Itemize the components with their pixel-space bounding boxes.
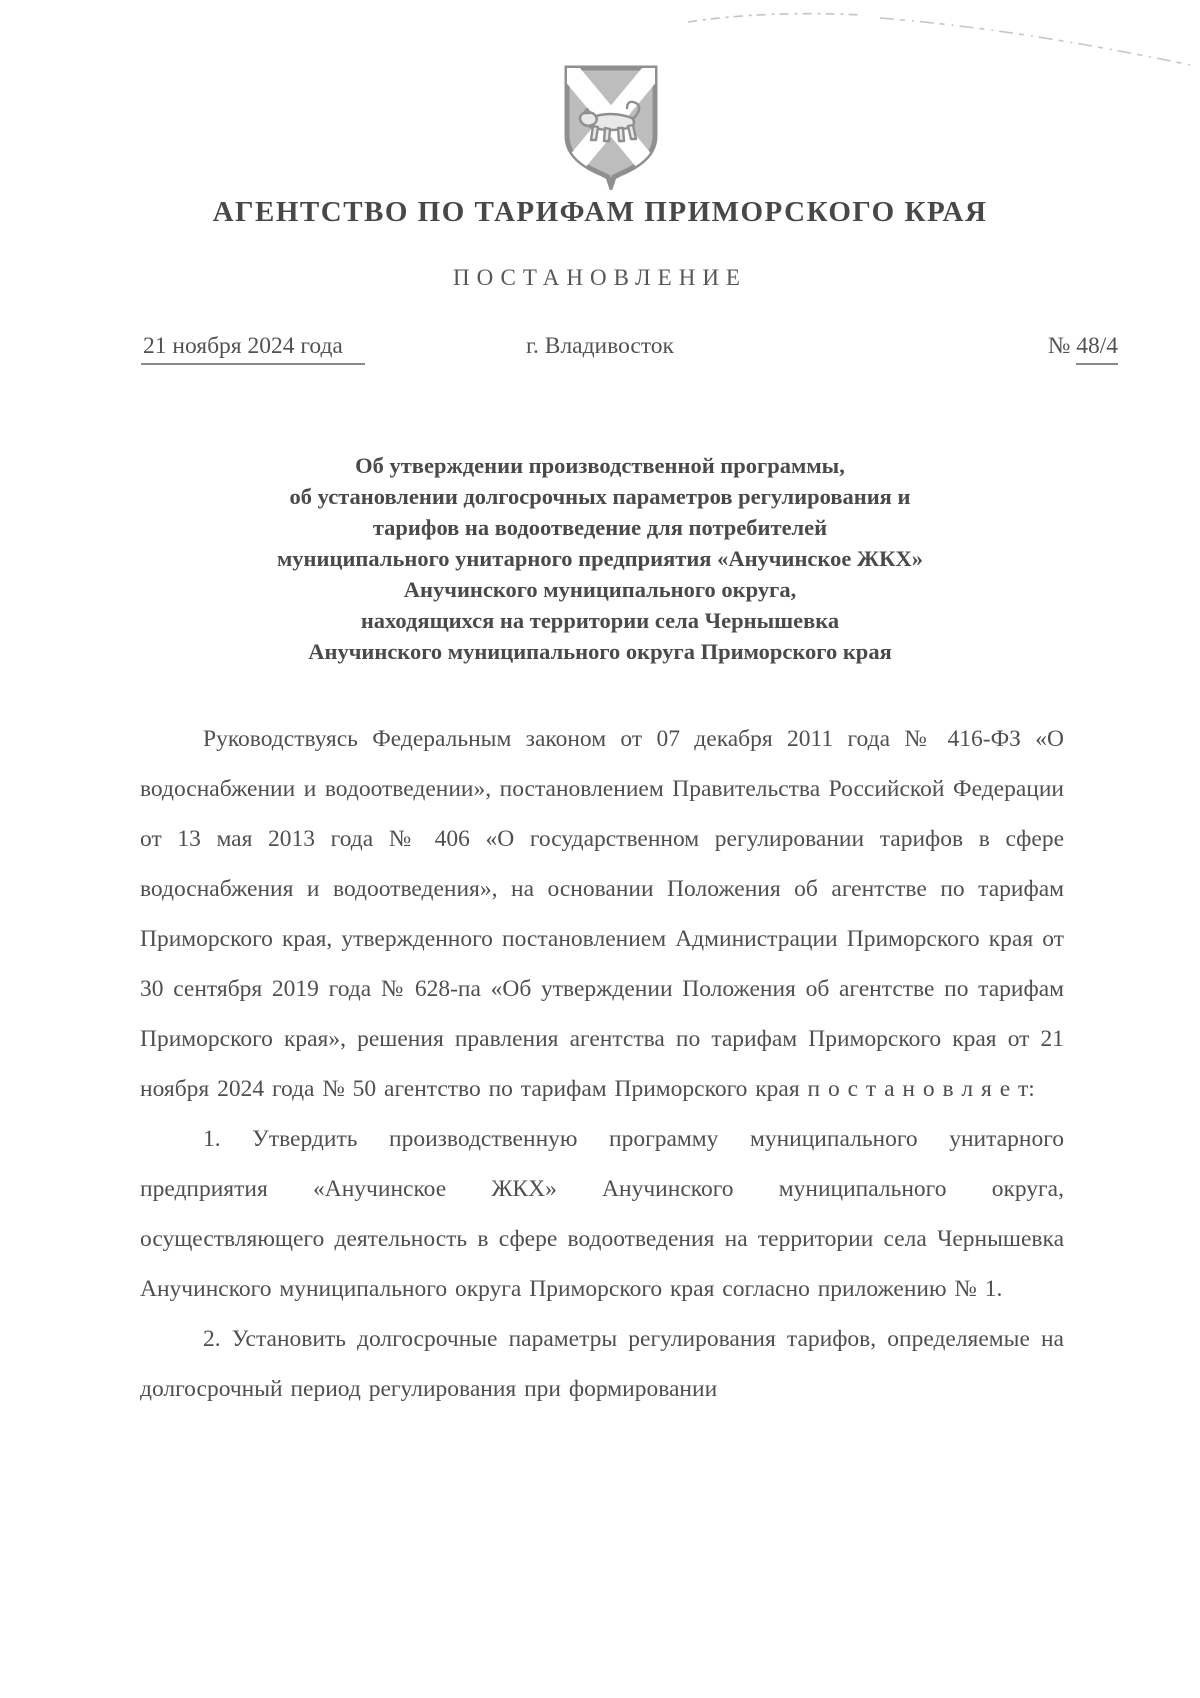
agency-name: АГЕНТСТВО ПО ТАРИФАМ ПРИМОРСКОГО КРАЯ xyxy=(212,196,988,228)
primorsky-krai-coat-of-arms-icon xyxy=(560,62,662,190)
document-number-label: № xyxy=(1047,333,1071,359)
document-title-line: Анучинского муниципального округа Приморского края xyxy=(308,639,892,664)
body-paragraph-preamble: Руководствуясь Федеральным законом от 07 декабря 2011 года № 416-ФЗ «О водоснабжении и водоотведении», постановлением Правительства Российской Федерации от 13 мая 2013 года № 406 «О государственном регулировании тарифов в сфере водоснабжения и водоотведения», на основании Положения об агентстве по тарифам Приморского края, утвержденного постановлением Администрации Приморского края от 30 сентября 2019 года № 628-па «Об утверждении Положения об агентстве по тарифам Приморского края», решения правления агентства по тарифам Приморского края от 21 ноября 2024 года № 50 агентство по тарифам Приморского края п о с т а н о в л я е т: xyxy=(140,726,1064,1102)
document-title-line: об установлении долгосрочных параметров регулирования и xyxy=(289,484,911,509)
document-title xyxy=(110,450,1090,667)
document-city: г. Владивосток xyxy=(526,333,674,359)
document-title-line: муниципального унитарного предприятия «Анучинское ЖКХ» xyxy=(276,546,923,571)
document-body xyxy=(140,714,1064,1414)
document-number xyxy=(1048,333,1118,365)
document-date: 21 ноября 2024 года xyxy=(141,333,365,365)
body-paragraph-item-2: 2. Установить долгосрочные параметры регулирования тарифов, определяемые на долгосрочный период регулирования при формировании xyxy=(140,1326,1064,1402)
document-title-line: Об утверждении производственной программы, xyxy=(355,453,845,478)
document-type: ПОСТАНОВЛЕНИЕ xyxy=(453,265,747,290)
document-title-line: тарифов на водоотведение для потребителей xyxy=(372,515,828,540)
document-title-line: Анучинского муниципального округа, xyxy=(403,577,797,602)
document-number-value: 48/4 xyxy=(1076,333,1118,365)
body-paragraph-item-1: 1. Утвердить производственную программу муниципального унитарного предприятия «Анучинское ЖКХ» Анучинского муниципального округа, осуществляющего деятельность в сфере водоотведения на территории села Чернышевка Анучинского муниципального округа Приморского края согласно приложению № 1. xyxy=(140,1126,1064,1302)
document-title-line: находящихся на территории села Чернышевка xyxy=(360,608,840,633)
